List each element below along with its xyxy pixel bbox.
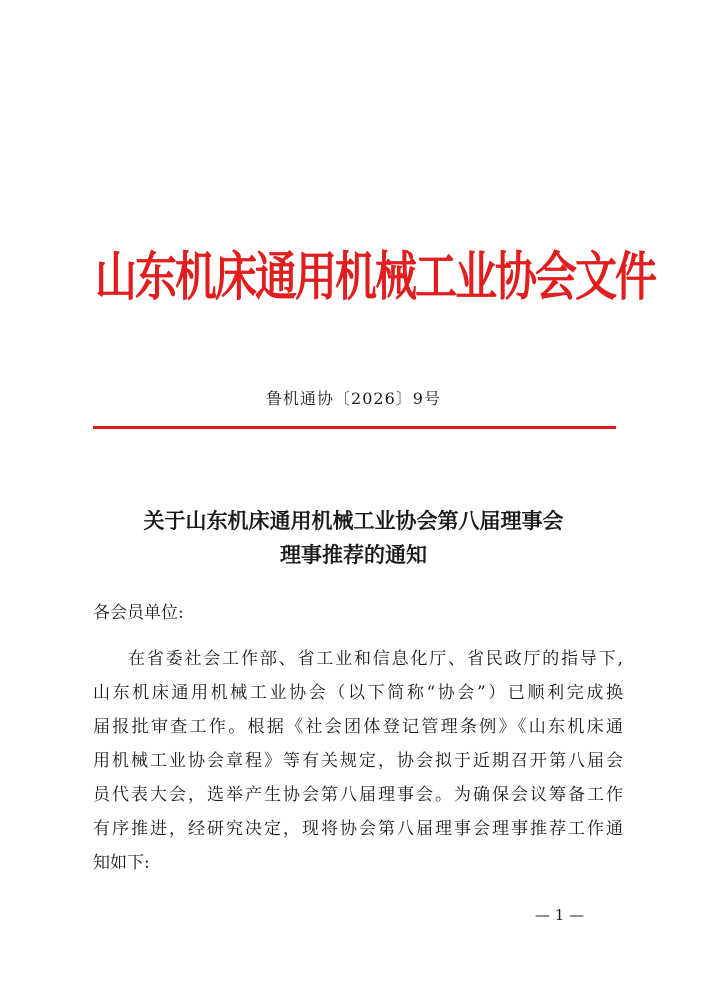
body-line-7: 知如下: bbox=[93, 853, 150, 873]
body-line-1: 在省委社会工作部、省工业和信息化厅、省民政厅的指导下, bbox=[128, 649, 623, 669]
body-line-4: 用机械工业协会章程》等有关规定，协会拟于近期召开第八届会 bbox=[93, 751, 623, 771]
body-line-3: 届报批审查工作。根据《社会团体登记管理条例》《山东机床通 bbox=[93, 717, 623, 737]
notice-title-line-1: 关于山东机床通用机械工业协会第八届理事会 bbox=[143, 508, 564, 533]
body-line-6: 有序推进，经研究决定，现将协会第八届理事会理事推荐工作通 bbox=[93, 819, 623, 839]
red-divider-line bbox=[93, 426, 616, 429]
salutation: 各会员单位: bbox=[93, 603, 184, 623]
issuer-title: 山东机床通用机械工业协会文件 bbox=[95, 245, 656, 307]
page-number: — 1 — bbox=[535, 906, 585, 924]
body-line-2: 山东机床通用机械工业协会（以下简称“协会”）已顺利完成换 bbox=[93, 683, 623, 703]
document-number: 鲁机通协〔2026〕9号 bbox=[266, 389, 441, 408]
notice-title-line-2: 理事推荐的通知 bbox=[280, 542, 427, 567]
body-line-5: 员代表大会，选举产生协会第八届理事会。为确保会议筹备工作 bbox=[93, 785, 623, 805]
